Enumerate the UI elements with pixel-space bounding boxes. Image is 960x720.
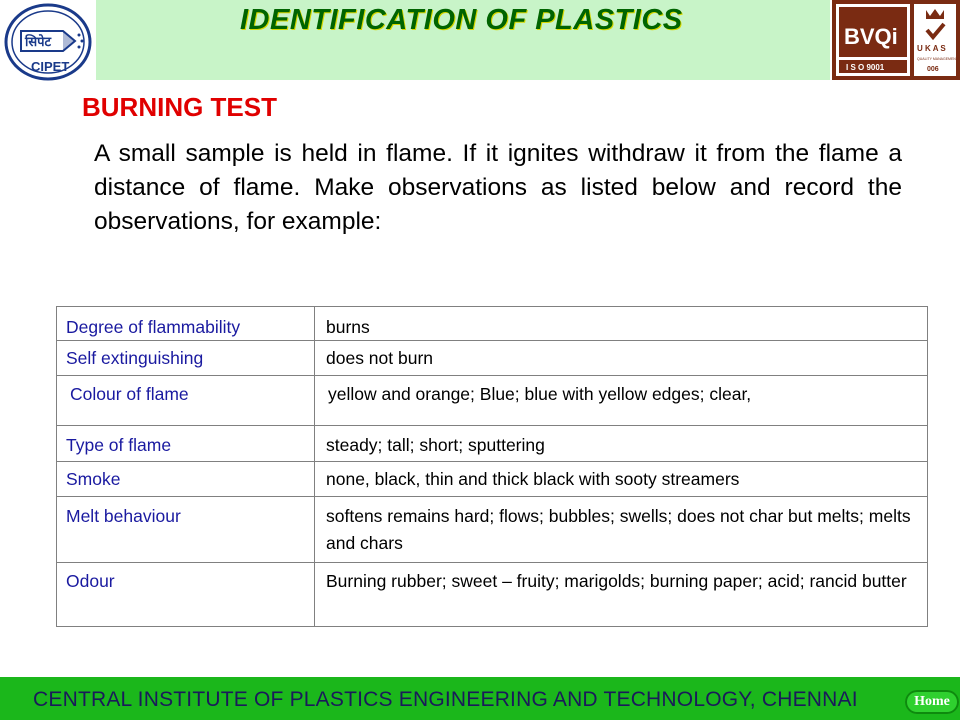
property-cell: Melt behaviour bbox=[57, 497, 315, 563]
ukas-text: U K A S bbox=[917, 44, 946, 53]
table-row bbox=[57, 462, 928, 497]
property-cell: Smoke bbox=[57, 462, 315, 497]
value-cell: softens remains hard; flows; bubbles; swells; does not char but melts; melts and chars bbox=[315, 497, 928, 563]
value-cell: yellow and orange; Blue; blue with yellow edges; clear, bbox=[315, 376, 928, 426]
bvqi-ukas-certification-logo bbox=[832, 0, 960, 80]
property-cell: Odour bbox=[57, 563, 315, 627]
property-cell: Self extinguishing bbox=[57, 341, 315, 376]
section-heading: BURNING TEST bbox=[82, 92, 277, 122]
footer-institute-name: CENTRAL INSTITUTE OF PLASTICS ENGINEERING AND TECHNOLOGY, CHENNAI bbox=[33, 688, 858, 711]
logo-hindi-text: सिपेट bbox=[25, 35, 52, 50]
table-row bbox=[57, 563, 928, 627]
cipet-logo bbox=[3, 1, 93, 81]
page-title: IDENTIFICATION OF PLASTICS bbox=[240, 4, 683, 36]
property-cell: Type of flame bbox=[57, 426, 315, 462]
home-button[interactable]: Home bbox=[905, 690, 959, 714]
value-cell: steady; tall; short; sputtering bbox=[315, 426, 928, 462]
iso-cert-text: I S O 9001 bbox=[846, 63, 885, 72]
table-row bbox=[57, 307, 928, 341]
value-cell: does not burn bbox=[315, 341, 928, 376]
value-cell: Burning rubber; sweet – fruity; marigolds; burning paper; acid; rancid butter bbox=[315, 563, 928, 627]
observation-table bbox=[56, 306, 928, 627]
value-cell: none, black, thin and thick black with sooty streamers bbox=[315, 462, 928, 497]
table-row bbox=[57, 497, 928, 563]
table-row bbox=[57, 376, 928, 426]
value-cell: burns bbox=[315, 307, 928, 341]
bvqi-brand-text: BVQi bbox=[844, 24, 898, 49]
logo-english-text: CIPET bbox=[31, 59, 70, 74]
ukas-sub-text: QUALITY MANAGEMENT bbox=[917, 57, 958, 61]
table-row bbox=[57, 426, 928, 462]
intro-paragraph: A small sample is held in flame. If it ignites withdraw it from the flame a distance of flame. Make observations as listed below and record the observations, for example: bbox=[94, 140, 902, 235]
property-cell: Degree of flammability bbox=[57, 307, 315, 341]
property-cell: Colour of flame bbox=[57, 376, 315, 426]
ukas-number: 006 bbox=[927, 66, 939, 73]
table-row bbox=[57, 341, 928, 376]
